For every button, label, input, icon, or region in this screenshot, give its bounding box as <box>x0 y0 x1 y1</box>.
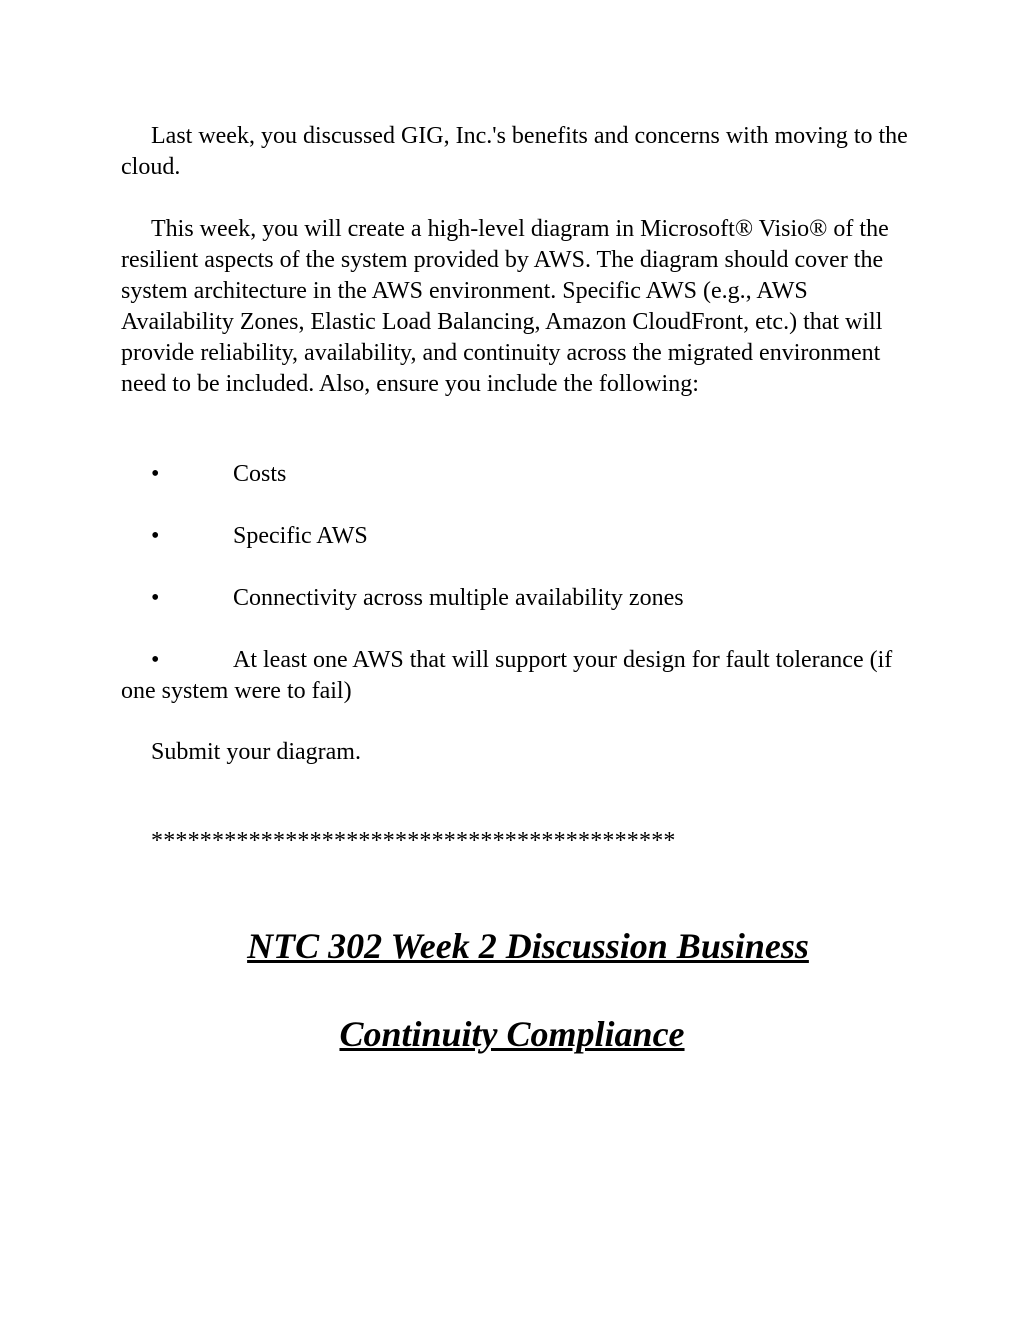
assignment-paragraph: This week, you will create a high-level diagram in Microsoft® Visio® of the resilient aspects of the system provided by AWS. The diagram should cover the system architecture in the AWS environment. Specific AWS (e.g., AWS Availability Zones, Elastic Load Balancing, Amazon CloudFront, etc.) that will provide reliability, availability, and continuity across the migrated environment need to be included. Also, ensure you include the following: <box>121 216 889 397</box>
list-item <box>121 459 911 490</box>
bullet-icon: • <box>151 523 160 549</box>
list-item-text: Specific AWS <box>233 523 368 549</box>
list-item-text: Connectivity across multiple availability zones <box>233 585 684 611</box>
separator-line: ******************************************* <box>151 828 676 854</box>
list-item <box>121 521 911 552</box>
bullet-icon: • <box>151 585 160 611</box>
bullet-icon: • <box>151 647 160 673</box>
list-item-text: At least one AWS that will support your design for fault tolerance (if one system were to fail) <box>121 647 893 704</box>
page-heading-line-1: NTC 302 Week 2 Discussion Business <box>247 926 809 966</box>
intro-paragraph: Last week, you discussed GIG, Inc.'s benefits and concerns with moving to the cloud. <box>121 123 908 180</box>
bullet-icon: • <box>151 461 160 487</box>
list-item <box>121 583 911 614</box>
list-item-text: Costs <box>233 461 287 487</box>
page-heading-line-2: Continuity Compliance <box>339 1014 685 1054</box>
list-item <box>121 645 911 707</box>
closing-instruction: Submit your diagram. <box>151 739 361 765</box>
